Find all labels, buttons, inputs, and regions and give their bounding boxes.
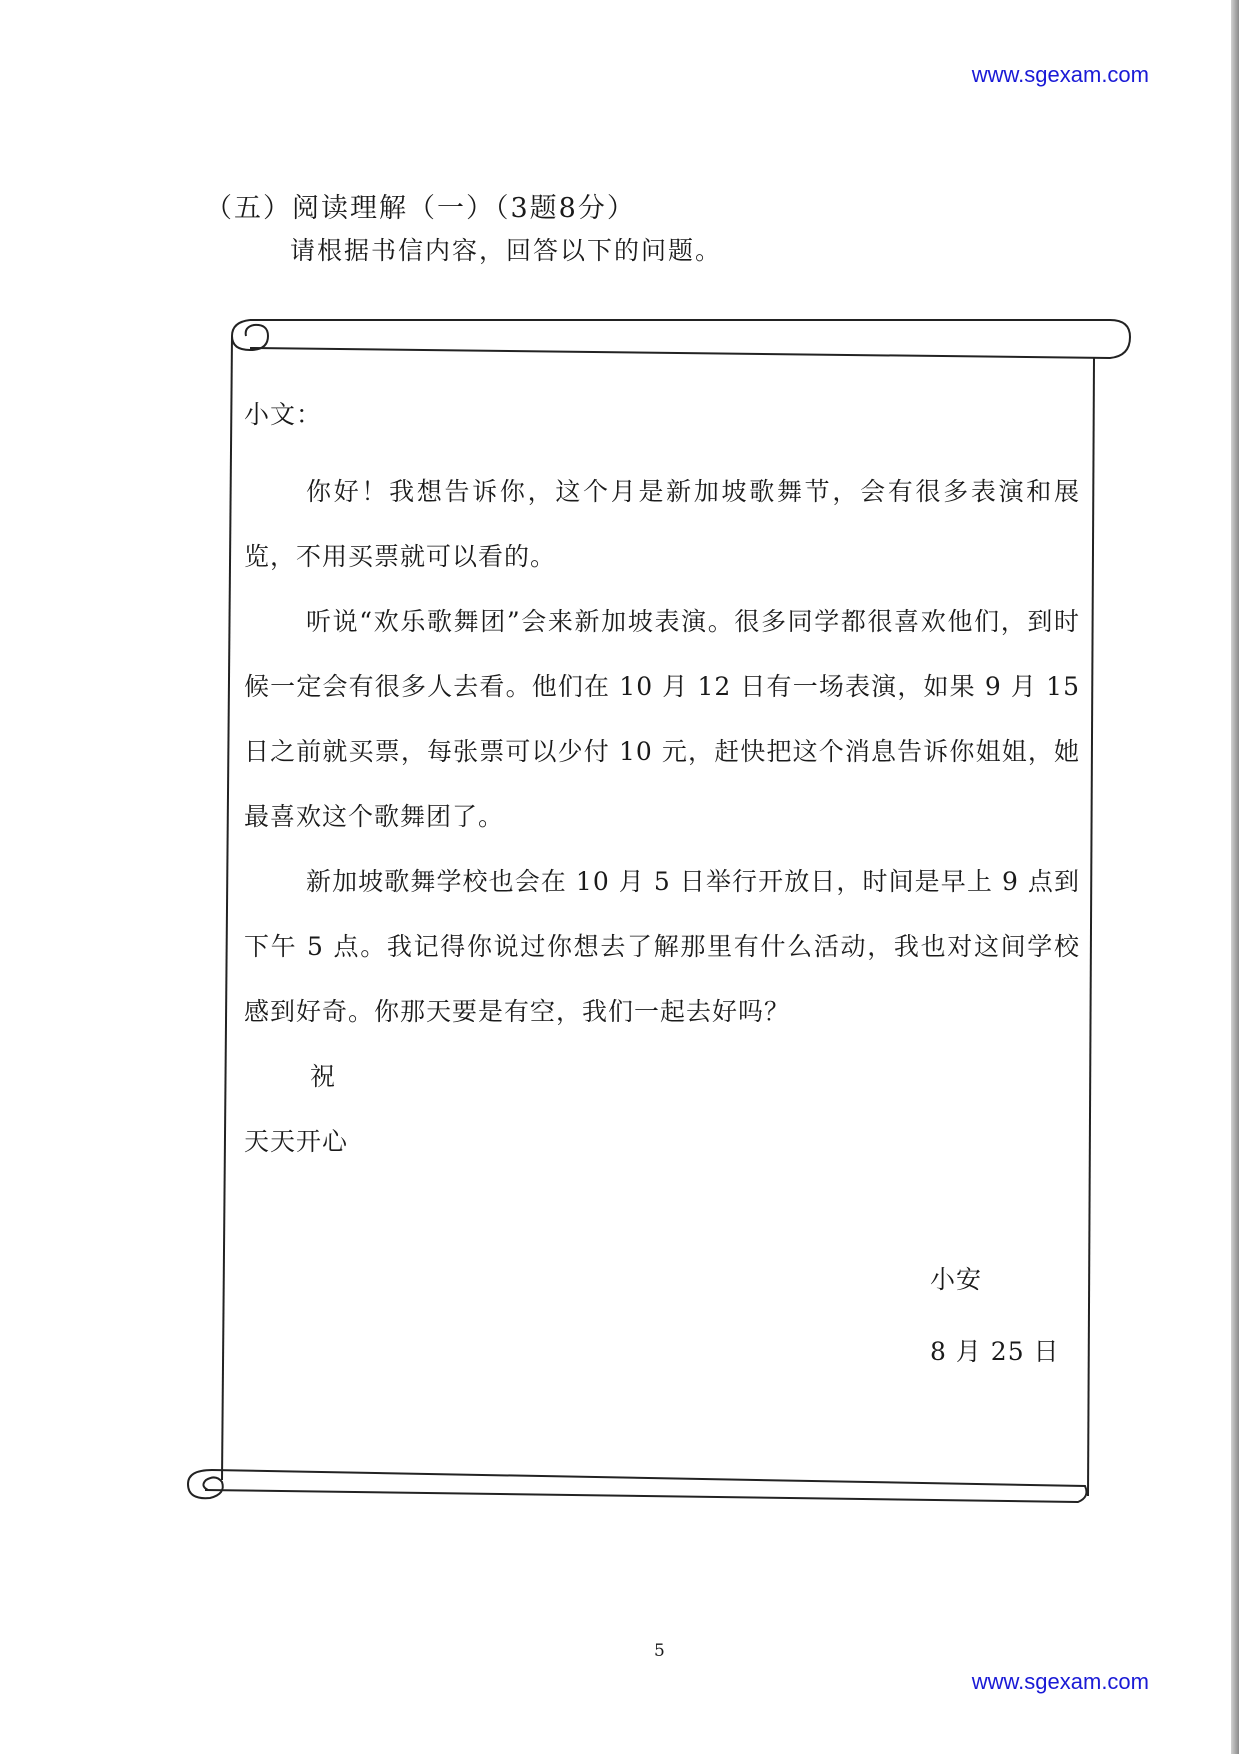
- watermark-top: www.sgexam.com: [971, 62, 1149, 87]
- letter-paragraph: 新加坡歌舞学校也会在 10 月 5 日举行开放日，时间是早上 9 点到下午 5 点。我记得你说过你想去了解那里有什么活动，我也对这间学校感到好奇。你那天要是有空，我们一起去好吗？: [244, 867, 1080, 1026]
- letter-salutation: 小文：: [244, 400, 323, 429]
- letter-sender: 小安: [930, 1265, 983, 1294]
- letter-closing-phrase: 天天开心: [244, 1127, 349, 1156]
- page-number: 5: [654, 1641, 665, 1661]
- letter-paragraph: 你好！我想告诉你，这个月是新加坡歌舞节，会有很多表演和展览，不用买票就可以看的。: [244, 477, 1080, 571]
- letter-body: [244, 395, 1080, 1174]
- letter-date: 8 月 25 日: [930, 1337, 1060, 1366]
- section-title: （五）阅读理解（一）（3题8分）: [205, 193, 636, 224]
- instruction-text: 请根据书信内容，回答以下的问题。: [290, 236, 723, 265]
- letter-paragraph: 听说“欢乐歌舞团”会来新加坡表演。很多同学都很喜欢他们，到时候一定会有很多人去看。他们在 10 月 12 日有一场表演，如果 9 月 15 日之前就买票，每张票可以少付 10 元，赶快把这个消息告诉你姐姐，她最喜欢这个歌舞团了。: [244, 607, 1080, 831]
- letter-closing-wish: 祝: [310, 1062, 337, 1091]
- watermark-bottom: www.sgexam.com: [971, 1669, 1149, 1694]
